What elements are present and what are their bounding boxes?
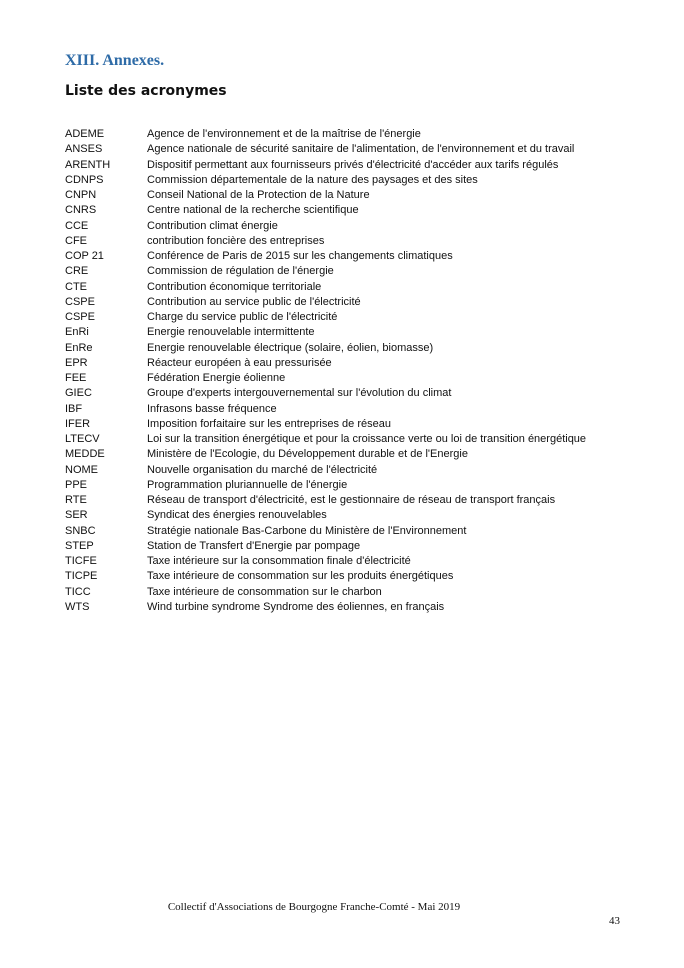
list-item	[65, 478, 645, 493]
acronym-definition: Energie renouvelable intermittente	[147, 326, 315, 339]
acronym-definition: Réacteur européen à eau pressurisée	[147, 356, 332, 369]
list-item	[65, 554, 645, 569]
footer-text: Collectif d'Associations de Bourgogne Franche-Comté - Mai 2019	[167, 901, 461, 913]
list-item	[65, 356, 645, 371]
list-item	[65, 371, 645, 386]
list-item	[65, 310, 645, 325]
acronym-definition: Taxe intérieure de consommation sur les produits énergétiques	[147, 570, 454, 583]
acronym-code: ADEME	[65, 128, 105, 140]
section-title: XIII. Annexes.	[65, 52, 165, 69]
acronym-definition: Infrasons basse fréquence	[147, 402, 277, 415]
acronym-code: TICPE	[65, 570, 98, 583]
acronym-code: COP 21	[65, 250, 104, 262]
acronym-code: CNRS	[65, 204, 97, 217]
list-item	[65, 508, 645, 523]
acronym-code: MEDDE	[65, 448, 105, 461]
acronym-definition: Dispositif permettant aux fournisseurs privés d'électricité d'accéder aux tarifs régulés	[147, 158, 559, 171]
acronym-definition: contribution foncière des entreprises	[147, 234, 325, 247]
acronym-code: ANSES	[65, 143, 103, 156]
list-item	[65, 249, 645, 264]
acronym-definition: Fédération Energie éolienne	[147, 372, 286, 384]
acronym-definition: Groupe d'experts intergouvernemental sur l'évolution du climat	[147, 387, 452, 400]
list-item	[65, 295, 645, 310]
list-item	[65, 463, 645, 478]
acronym-code: CNPN	[65, 189, 97, 201]
acronym-definition: Agence nationale de sécurité sanitaire de l'alimentation, de l'environnement et du travail	[147, 143, 575, 156]
acronym-definition: Programmation pluriannuelle de l'énergie	[147, 478, 348, 491]
list-item	[65, 417, 645, 432]
list-item	[65, 234, 645, 249]
acronym-definition: Conférence de Paris de 2015 sur les changements climatiques	[147, 250, 453, 262]
acronym-code: SER	[65, 509, 88, 522]
acronym-definition: Charge du service public de l'électricité	[147, 311, 338, 323]
list-item	[65, 386, 645, 401]
list-item	[65, 173, 645, 188]
list-item	[65, 585, 645, 600]
list-item	[65, 493, 645, 508]
list-item	[65, 142, 645, 157]
acronym-code: EnRe	[65, 341, 93, 354]
list-item	[65, 524, 645, 539]
acronym-definition: Centre national de la recherche scientifique	[147, 204, 359, 217]
acronym-definition: Agence de l'environnement et de la maîtrise de l'énergie	[147, 128, 421, 140]
acronym-code: CRE	[65, 265, 89, 278]
list-item	[65, 432, 645, 447]
list-item	[65, 539, 645, 554]
acronym-definition: Station de Transfert d'Energie par pompage	[147, 539, 361, 552]
acronym-code: WTS	[65, 600, 90, 613]
list-item	[65, 264, 645, 279]
list-title: Liste des acronymes	[65, 83, 227, 99]
acronym-code: CSPE	[65, 311, 95, 323]
acronym-code: CFE	[65, 234, 87, 247]
acronym-definition: Contribution économique territoriale	[147, 280, 322, 293]
list-item	[65, 600, 645, 615]
list-item	[65, 280, 645, 295]
acronym-code: SNBC	[65, 524, 96, 537]
page-number: 43	[609, 915, 620, 927]
acronym-definition: Commission départementale de la nature des paysages et des sites	[147, 173, 478, 186]
list-item	[65, 341, 645, 356]
acronym-code: LTECV	[65, 433, 100, 445]
acronym-code: EnRi	[65, 326, 89, 339]
acronym-code: PPE	[65, 478, 88, 491]
acronym-code: GIEC	[65, 387, 92, 400]
acronym-code: ARENTH	[65, 158, 111, 171]
acronym-definition: Energie renouvelable électrique (solaire, éolien, biomasse)	[147, 341, 434, 354]
list-item	[65, 569, 645, 584]
acronym-definition: Loi sur la transition énergétique et pour la croissance verte ou loi de transition énergétique	[147, 433, 587, 445]
acronym-definition: Contribution climat énergie	[147, 219, 278, 232]
list-item	[65, 127, 645, 142]
acronym-definition: Imposition forfaitaire sur les entreprises de réseau	[147, 417, 391, 430]
acronym-definition: Réseau de transport d'électricité, est le gestionnaire de réseau de transport français	[147, 494, 556, 506]
acronym-code: CDNPS	[65, 173, 104, 186]
acronym-code: FEE	[65, 372, 87, 384]
acronym-list	[65, 127, 645, 615]
list-item	[65, 402, 645, 417]
acronym-code: IFER	[65, 417, 91, 430]
list-item	[65, 158, 645, 173]
acronym-definition: Nouvelle organisation du marché de l'électricité	[147, 463, 378, 476]
acronym-code: STEP	[65, 539, 94, 552]
acronym-definition: Wind turbine syndrome Syndrome des éoliennes, en français	[147, 600, 445, 613]
acronym-definition: Ministère de l'Ecologie, du Développement durable et de l'Energie	[147, 448, 468, 461]
acronym-definition: Taxe intérieure de consommation sur le charbon	[147, 585, 382, 598]
acronym-code: NOME	[65, 463, 98, 476]
acronym-definition: Contribution au service public de l'électricité	[147, 295, 361, 308]
list-item	[65, 219, 645, 234]
acronym-code: CCE	[65, 219, 89, 232]
list-item	[65, 203, 645, 218]
acronym-code: RTE	[65, 494, 87, 506]
acronym-code: TICC	[65, 585, 91, 598]
list-item	[65, 447, 645, 462]
acronym-definition: Syndicat des énergies renouvelables	[147, 509, 327, 522]
acronym-code: TICFE	[65, 555, 97, 567]
acronym-definition: Conseil National de la Protection de la Nature	[147, 189, 370, 201]
acronym-code: IBF	[65, 402, 83, 415]
acronym-code: EPR	[65, 356, 88, 369]
acronym-code: CSPE	[65, 295, 95, 308]
acronym-definition: Taxe intérieure sur la consommation finale d'électricité	[147, 555, 411, 567]
acronym-code: CTE	[65, 280, 87, 293]
acronym-definition: Commission de régulation de l'énergie	[147, 265, 334, 278]
acronym-definition: Stratégie nationale Bas-Carbone du Ministère de l'Environnement	[147, 524, 467, 537]
list-item	[65, 325, 645, 340]
list-item	[65, 188, 645, 203]
